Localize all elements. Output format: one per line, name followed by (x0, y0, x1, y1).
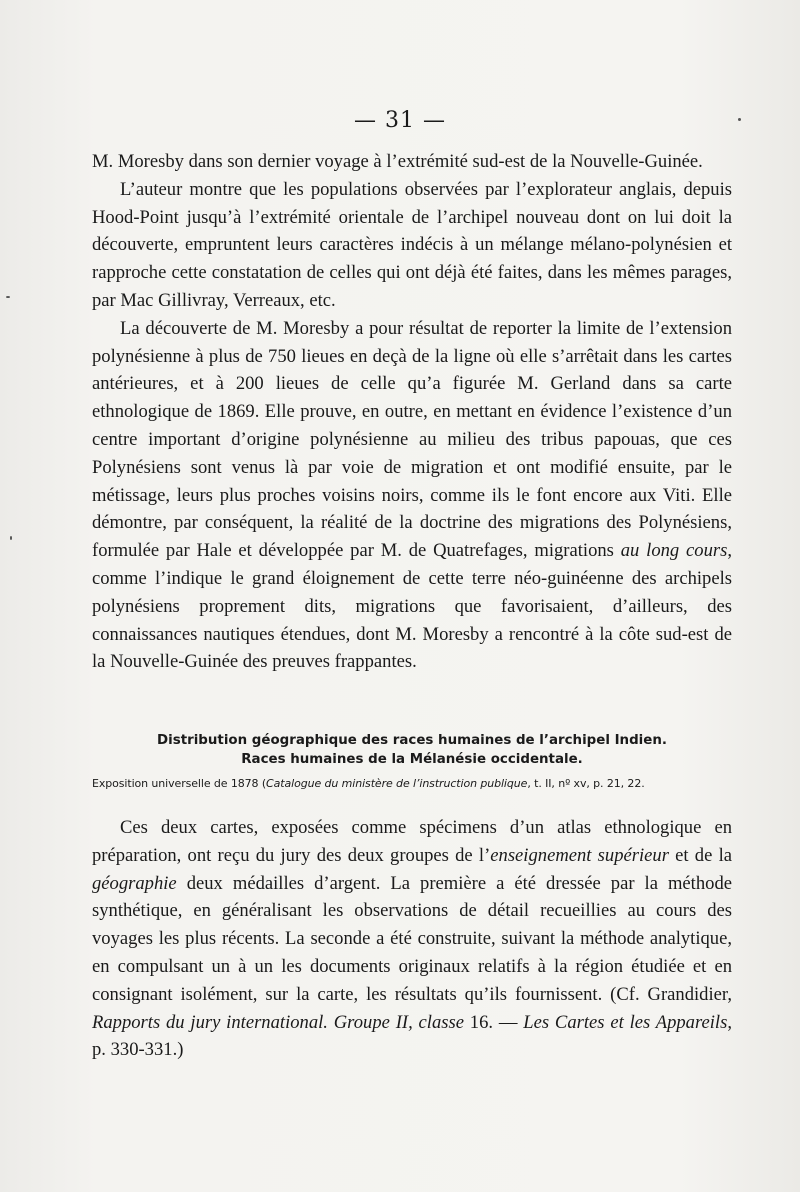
paragraph-4-text-a: Ces deux cartes, exposées comme spécimens d’un atlas ethnologique en préparation, ont reçu du jury des deux groupes de l’ (92, 817, 732, 866)
paragraph-4-italic-c: Rapports du jury international. Groupe II, classe (92, 1011, 464, 1033)
source-suffix: , t. II, nº xv, p. 21, 22. (527, 777, 645, 790)
paragraph-4-text-b: et de la (668, 844, 732, 866)
paragraph-4-text-e: , p. 330-331.) (92, 1011, 732, 1061)
body-text-bottom (92, 814, 732, 1064)
paragraph-4-italic-b: géographie (92, 872, 177, 894)
body-text-top (92, 148, 732, 676)
paragraph-3 (92, 315, 732, 676)
paragraph-4-italic-a: enseignement supérieur (490, 844, 669, 866)
scan-speck (6, 296, 10, 298)
paragraph-4 (92, 814, 732, 1064)
page-number: — 31 — (354, 108, 446, 133)
section-title-line-2: Races humaines de la Mélanésie occidentale. (241, 752, 583, 767)
paragraph-3-text-b: , comme l’indique le grand éloignement de cette terre néo-guinéenne des archipels polynésiens proprement dits, migrations que favorisaient, d’ailleurs, des connaissances nautiques étendues, dont M. Moresby a rencontré à la côte sud-est de la Nouvelle-Guinée des preuves frappantes. (92, 540, 733, 673)
section-heading (92, 731, 732, 769)
scan-speck (738, 118, 741, 121)
source-prefix: Exposition universelle de 1878 ( (92, 777, 267, 790)
paragraph-4-text-d: 16. — (463, 1011, 524, 1033)
paragraph-3-text-a: La découverte de M. Moresby a pour résultat de reporter la limite de l’extension polynésienne à plus de 750 lieues en deçà de la ligne où elle s’arrêtait dans les cartes antérieures, et à 200 lieues de celle qu’a figurée M. Gerland dans sa carte ethnologique de 1869. Elle prouve, en outre, en mettant en évidence l’existence d’un centre important d’origine polynésienne au milieu des tribus papouas, que ces Polynésiens sont venus là par voie de migration et ont modifié ensuite, par le métissage, leurs plus proches voisins noirs, comme ils le font encore aux Viti. Elle démontre, par conséquent, la réalité de la doctrine des migrations des Polynésiens, formulée par Hale et développée par M. de Quatrefages, migrations (92, 317, 732, 562)
paragraph-2: L’auteur montre que les populations observées par l’explorateur anglais, depuis Hood-Point jusqu’à l’extrémité orientale de l’archipel nouveau dont on lui doit la découverte, empruntent leurs caractères indécis à un mélange mélano-polynésien et rapproche cette constatation de celles qui ont déjà été faites, dans les mêmes parages, par Mac Gillivray, Verreaux, etc. (92, 178, 732, 311)
section-title-line-1: Distribution géographique des races humaines de l’archipel Indien. (157, 733, 667, 748)
scan-speck (10, 536, 12, 540)
paragraph-3-italic: au long cours (620, 540, 728, 562)
paragraph-1: M. Moresby dans son dernier voyage à l’extrémité sud-est de la Nouvelle-Guinée. (92, 151, 703, 172)
source-citation (92, 776, 732, 792)
source-italic: Catalogue du ministère de l’instruction publique (266, 777, 528, 790)
paragraph-4-text-c: deux médailles d’argent. La première a été dressée par la méthode synthétique, en généralisant les observations de détail recueillies au cours des voyages les plus récents. La seconde a été construite, suivant la méthode analytique, en compulsant un à un les documents originaux relatifs à la région étudiée et en consignant isolément, sur la carte, les résultats qu’ils fournissent. (Cf. Grandidier, (92, 872, 732, 1005)
paragraph-4-italic-d: Les Cartes et les Appareils (523, 1011, 728, 1033)
